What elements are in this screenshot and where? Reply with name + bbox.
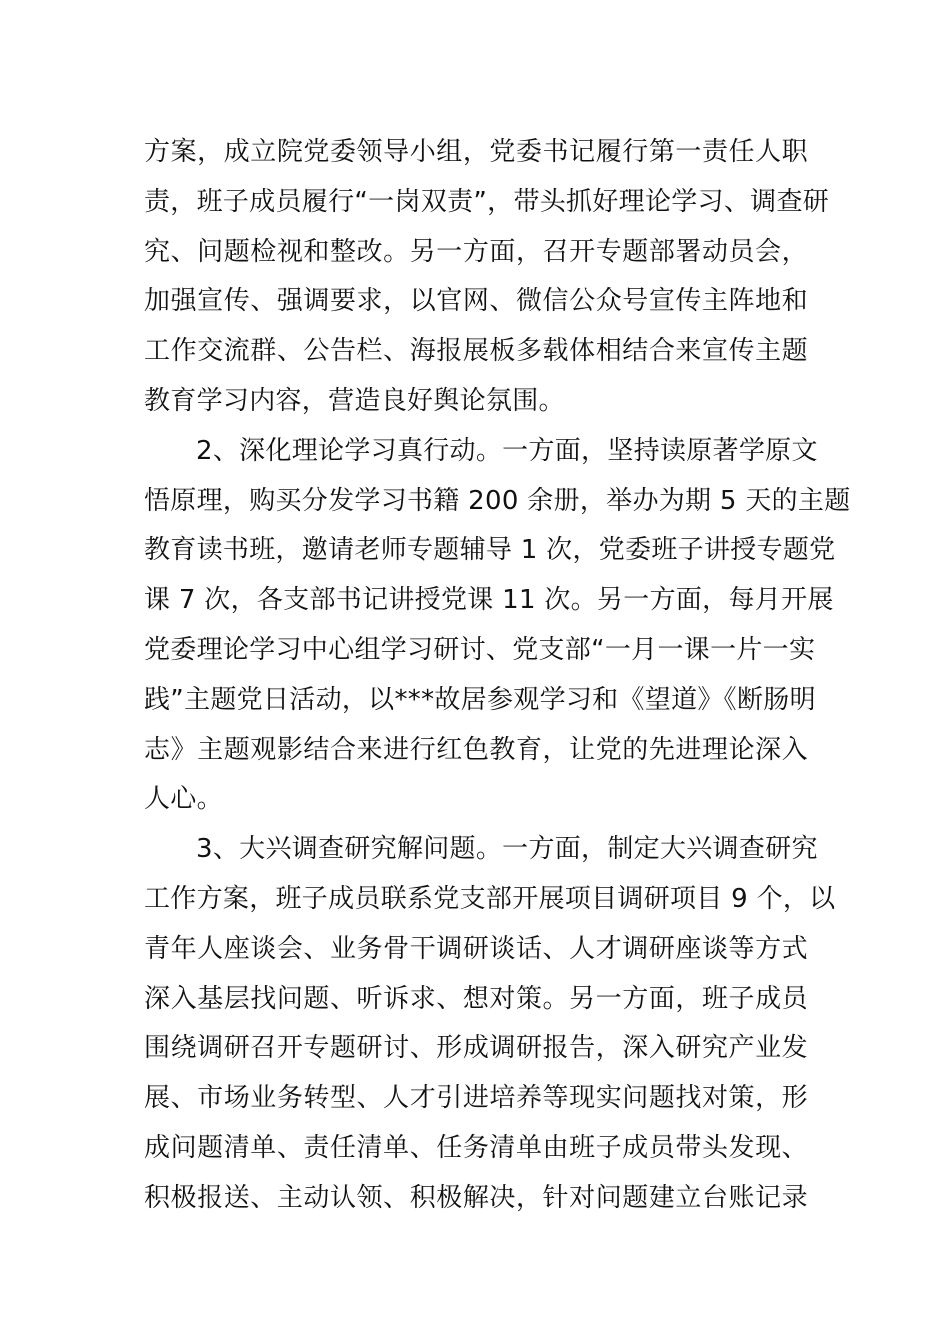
- text-line: 加强宣传、强调要求，以官网、微信公众号宣传主阵地和: [144, 286, 808, 317]
- paragraph-3: [144, 825, 836, 1223]
- text-line: 方案，成立院党委领导小组，党委书记履行第一责任人职: [144, 137, 808, 167]
- text-line: 责，班子成员履行“一岗双责”，带头抓好理论学习、调查研: [144, 186, 830, 217]
- text-line: 党委理论学习中心组学习研讨、党支部“一月一课一片一实: [144, 634, 816, 665]
- text-line: 教育读书班，邀请老师专题辅导 1 次，党委班子讲授专题党: [144, 535, 836, 566]
- text-line: 教育学习内容，营造良好舆论氛围。: [144, 385, 565, 416]
- text-line: 课 7 次，各支部书记讲授党课 11 次。另一方面，每月开展: [144, 585, 834, 616]
- paragraph-1: [144, 128, 830, 427]
- text-line: 究、问题检视和整改。另一方面，召开专题部署动员会，: [144, 236, 808, 267]
- text-line: 展、市场业务转型、人才引进培养等现实问题找对策，形: [144, 1083, 808, 1114]
- document-body: [144, 128, 851, 1224]
- text-line: 践”主题党日活动，以***故居参观学习和《望道》《断肠明: [144, 684, 816, 715]
- text-line: 悟原理，购买分发学习书籍 200 余册，举办为期 5 天的主题: [144, 485, 851, 516]
- text-line: 成问题清单、责任清单、任务清单由班子成员带头发现、: [144, 1132, 808, 1163]
- text-line: 人心。: [144, 784, 223, 815]
- text-line: 工作交流群、公告栏、海报展板多载体相结合来宣传主题: [144, 336, 808, 367]
- text-line: 青年人座谈会、业务骨干调研谈话、人才调研座谈等方式: [144, 933, 808, 964]
- text-line: 2、深化理论学习真行动。一方面，坚持读原著学原文: [196, 435, 818, 466]
- text-line: 围绕调研召开专题研讨、形成调研报告，深入研究产业发: [144, 1033, 808, 1064]
- text-line: 3、大兴调查研究解问题。一方面，制定大兴调查研究: [196, 834, 818, 865]
- text-line: 志》主题观影结合来进行红色教育，让党的先进理论深入: [144, 734, 808, 765]
- paragraph-2: [144, 427, 851, 825]
- text-line: 工作方案，班子成员联系党支部开展项目调研项目 9 个，以: [144, 883, 836, 914]
- text-line: 深入基层找问题、听诉求、想对策。另一方面，班子成员: [144, 983, 808, 1014]
- text-line: 积极报送、主动认领、积极解决，针对问题建立台账记录: [144, 1182, 808, 1213]
